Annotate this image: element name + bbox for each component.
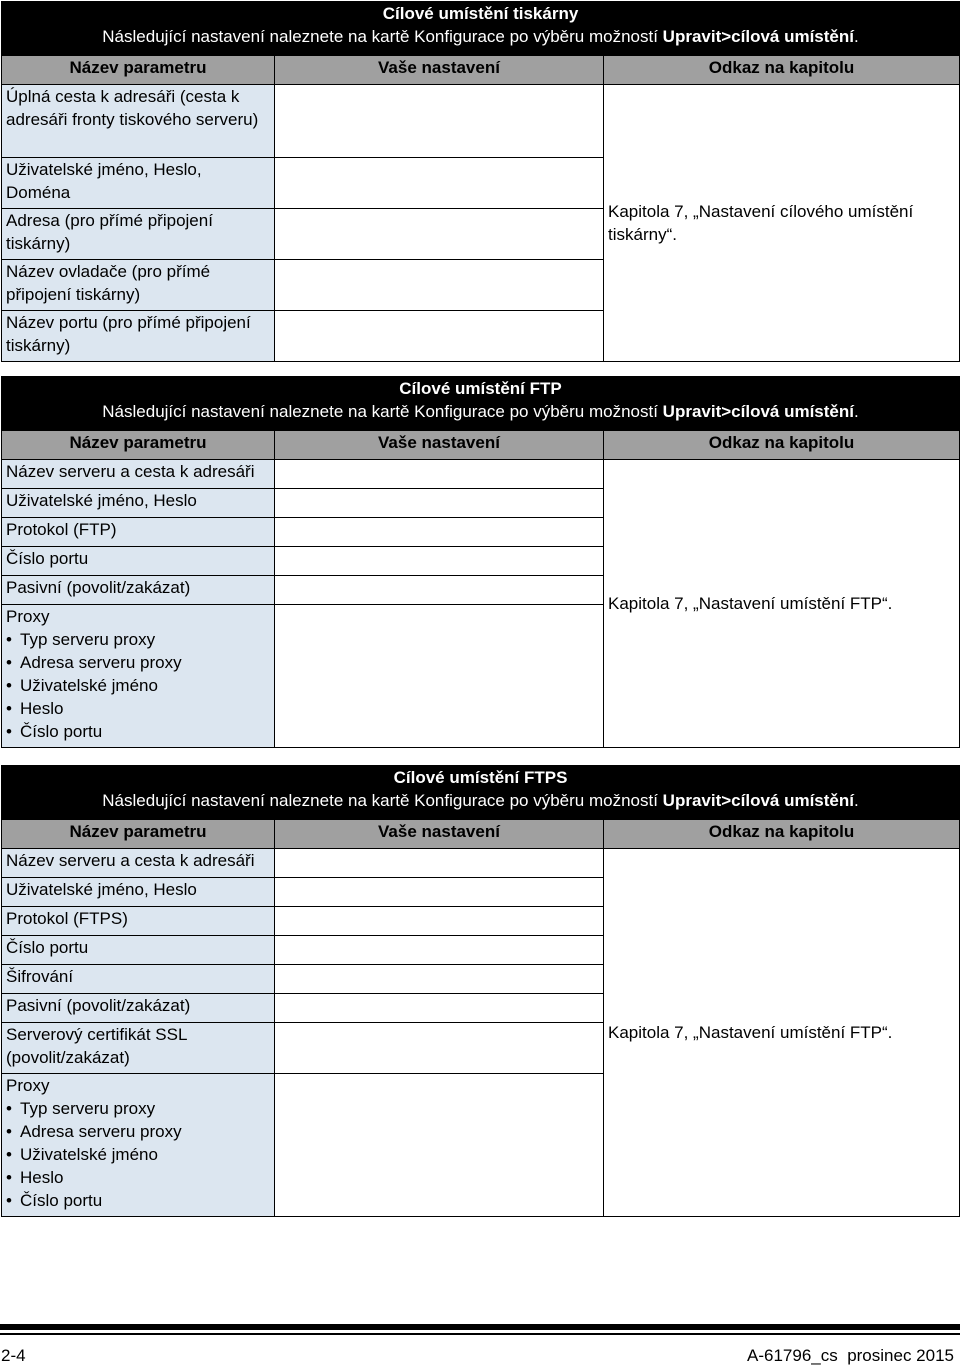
list-item: • Adresa serveru proxy: [6, 651, 270, 674]
chapter-reference: Kapitola 7, „Nastavení umístění FTP“.: [604, 849, 960, 1217]
setting-value-cell[interactable]: [275, 489, 604, 518]
setting-value-cell[interactable]: [275, 460, 604, 489]
column-header-parameter: Název parametru: [2, 431, 275, 460]
section-header: [2, 2, 960, 56]
table-row: [2, 460, 960, 489]
list-item: • Typ serveru proxy: [6, 628, 270, 651]
column-header-your-setting: Vaše nastavení: [275, 820, 604, 849]
footer-divider: [0, 1324, 960, 1330]
parameter-name: Uživatelské jméno, Heslo: [2, 489, 275, 518]
table-row: [2, 85, 960, 158]
section-subtitle: Následující nastavení naleznete na kartě Konfigurace po výběru možností Upravit>cílová umístění.: [102, 402, 859, 421]
setting-value-cell[interactable]: [275, 547, 604, 576]
parameter-name: Název portu (pro přímé připojení tiskárny): [2, 311, 275, 362]
table-row: [2, 849, 960, 878]
list-item: • Uživatelské jméno: [6, 674, 270, 697]
printer-destination-table: [1, 1, 960, 362]
setting-value-cell[interactable]: [275, 311, 604, 362]
proxy-label: Proxy: [6, 1076, 50, 1095]
setting-value-cell[interactable]: [275, 1023, 604, 1074]
parameter-name: Číslo portu: [2, 547, 275, 576]
column-header-chapter-reference: Odkaz na kapitolu: [604, 820, 960, 849]
parameter-name: Protokol (FTP): [2, 518, 275, 547]
parameter-name: Číslo portu: [2, 936, 275, 965]
ftps-destination-table: [1, 765, 960, 1217]
list-item: • Heslo: [6, 697, 270, 720]
parameter-name: Název ovladače (pro přímé připojení tiskárny): [2, 260, 275, 311]
parameter-name: Šifrování: [2, 965, 275, 994]
parameter-name: [2, 605, 275, 748]
setting-value-cell[interactable]: [275, 576, 604, 605]
list-item: • Uživatelské jméno: [6, 1143, 270, 1166]
column-header-your-setting: Vaše nastavení: [275, 56, 604, 85]
setting-value-cell[interactable]: [275, 518, 604, 547]
setting-value-cell[interactable]: [275, 965, 604, 994]
setting-value-cell[interactable]: [275, 878, 604, 907]
setting-value-cell[interactable]: [275, 260, 604, 311]
column-header-chapter-reference: Odkaz na kapitolu: [604, 56, 960, 85]
parameter-name: Uživatelské jméno, Heslo, Doména: [2, 158, 275, 209]
setting-value-cell[interactable]: [275, 994, 604, 1023]
proxy-bullet-list: [6, 1097, 270, 1212]
list-item: • Číslo portu: [6, 1189, 270, 1212]
setting-value-cell[interactable]: [275, 849, 604, 878]
column-header-chapter-reference: Odkaz na kapitolu: [604, 431, 960, 460]
footer-divider-thin: [0, 1333, 960, 1335]
parameter-name: Úplná cesta k adresáři (cesta k adresáři fronty tiskového serveru): [2, 85, 275, 158]
section-subtitle: Následující nastavení naleznete na kartě Konfigurace po výběru možností Upravit>cílová umístění.: [102, 27, 859, 46]
chapter-reference: Kapitola 7, „Nastavení umístění FTP“.: [604, 460, 960, 748]
setting-value-cell[interactable]: [275, 605, 604, 748]
list-item: • Typ serveru proxy: [6, 1097, 270, 1120]
ftp-destination-table: [1, 376, 960, 748]
list-item: • Číslo portu: [6, 720, 270, 743]
parameter-name: Název serveru a cesta k adresáři: [2, 849, 275, 878]
parameter-name: Serverový certifikát SSL (povolit/zakázat): [2, 1023, 275, 1074]
parameter-name: [2, 1074, 275, 1217]
setting-value-cell[interactable]: [275, 907, 604, 936]
setting-value-cell[interactable]: [275, 209, 604, 260]
parameter-name: Pasivní (povolit/zakázat): [2, 994, 275, 1023]
section-header: [2, 766, 960, 820]
proxy-label: Proxy: [6, 607, 50, 626]
column-header-parameter: Název parametru: [2, 56, 275, 85]
setting-value-cell[interactable]: [275, 1074, 604, 1217]
parameter-name: Uživatelské jméno, Heslo: [2, 878, 275, 907]
column-header-parameter: Název parametru: [2, 820, 275, 849]
document-id: A-61796_cs prosinec 2015: [747, 1346, 954, 1365]
chapter-reference: Kapitola 7, „Nastavení cílového umístění tiskárny“.: [604, 85, 960, 362]
section-title: Cílové umístění tiskárny: [382, 4, 579, 23]
section-title: Cílové umístění FTPS: [393, 768, 568, 787]
column-header-your-setting: Vaše nastavení: [275, 431, 604, 460]
parameter-name: Protokol (FTPS): [2, 907, 275, 936]
page-number: 2-4: [1, 1346, 26, 1365]
proxy-bullet-list: [6, 628, 270, 743]
setting-value-cell[interactable]: [275, 158, 604, 209]
section-header: [2, 377, 960, 431]
section-title: Cílové umístění FTP: [399, 379, 562, 398]
parameter-name: Pasivní (povolit/zakázat): [2, 576, 275, 605]
section-subtitle: Následující nastavení naleznete na kartě Konfigurace po výběru možností Upravit>cílová umístění.: [102, 791, 859, 810]
setting-value-cell[interactable]: [275, 936, 604, 965]
list-item: • Adresa serveru proxy: [6, 1120, 270, 1143]
parameter-name: Adresa (pro přímé připojení tiskárny): [2, 209, 275, 260]
parameter-name: Název serveru a cesta k adresáři: [2, 460, 275, 489]
setting-value-cell[interactable]: [275, 85, 604, 158]
list-item: • Heslo: [6, 1166, 270, 1189]
